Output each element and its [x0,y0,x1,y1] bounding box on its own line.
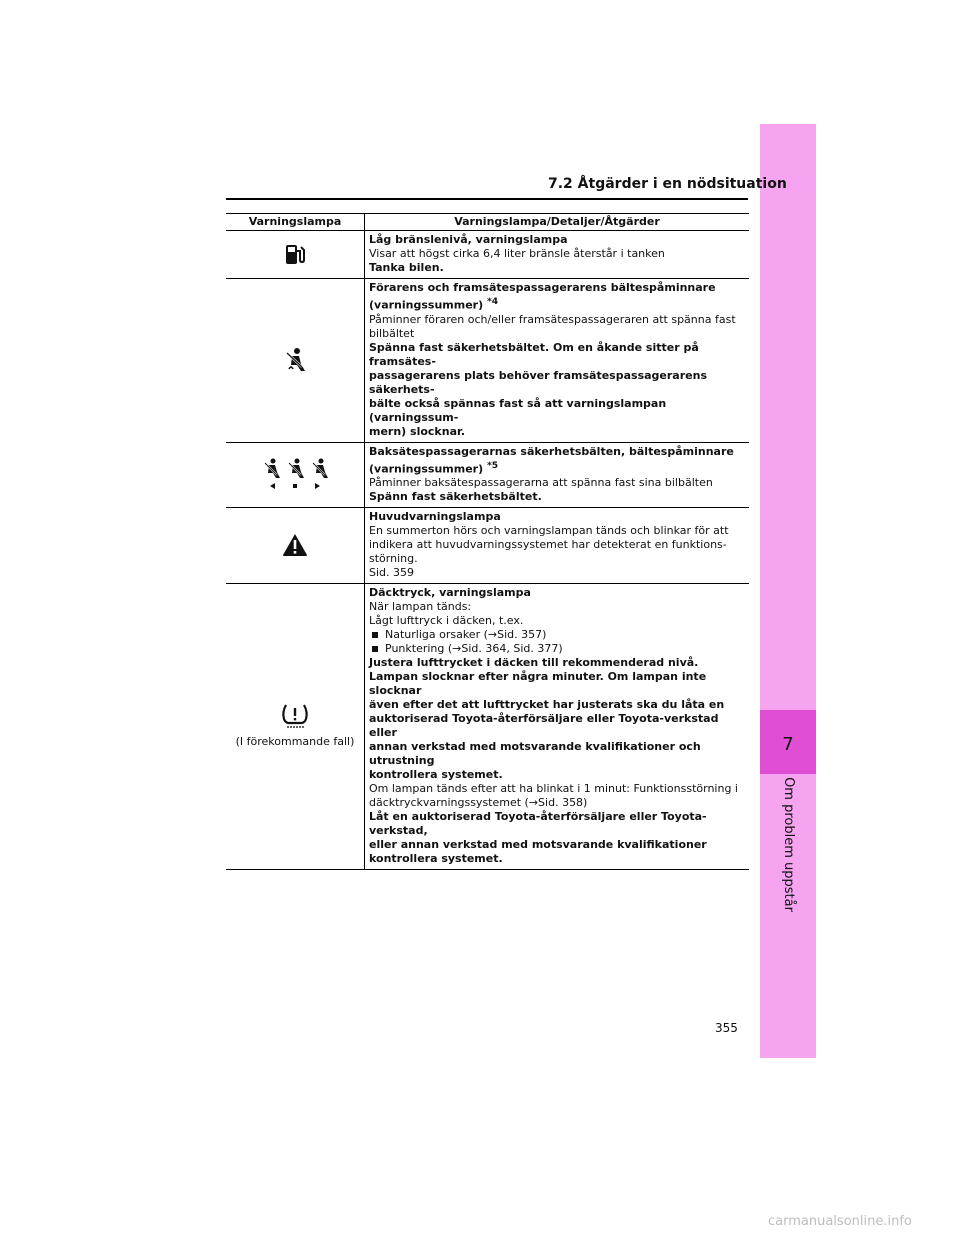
table-row [226,508,749,584]
row-action: mern) slocknar. [369,424,466,438]
row-action: Spänn fast säkerhetsbältet. [369,490,542,504]
row-action: Låt en auktoriserad Toyota-återförsäljare eller Toyota-verkstad, [369,810,707,838]
footnote-ref: *5 [486,459,499,471]
row-text: indikera att huvudvarningssystemet har detekterat en funktions- [369,538,727,552]
table-row [226,584,749,870]
tire-pressure-warning-icon [280,703,310,729]
table-row [226,442,749,508]
row-action: Justera lufttrycket i däcken till rekommenderad nivå. [369,656,699,670]
row-text: däcktryckvarningssystemet (→Sid. 358) [369,796,588,810]
row-action: Tanka bilen. [369,261,444,274]
section-header: 7.2 Åtgärder i en nödsituation [548,176,787,192]
row-text: Påminner föraren och/eller framsätespassageraren att spänna fast [369,312,736,326]
bullet-icon [372,646,378,652]
icon-note: (I förekommande fall) [235,735,355,749]
warning-table [226,213,749,870]
row-action: Lampan slocknar efter några minuter. Om lampan inte slocknar [369,670,707,698]
fuel-pump-icon [284,242,306,266]
list-item: Punktering (→Sid. 364, Sid. 377) [369,642,745,656]
list-item: Naturliga orsaker (→Sid. 357) [369,628,745,642]
row-action: bälte också spännas fast så att varningslampan (varningssum- [369,396,667,424]
row-action: kontrollera systemet. [369,768,503,782]
table-row [226,279,749,443]
table-row [226,231,749,279]
row-action: auktoriserad Toyota-återförsäljare eller Toyota-verkstad eller [369,712,719,740]
row-text: Visar att högst cirka 6,4 liter bränsle återstår i tanken [369,247,665,260]
rear-seatbelt-reminder-icons [260,457,330,491]
row-title: Baksätespassagerarnas säkerhetsbälten, bältespåminnare [369,444,734,458]
row-title-cont: (varningssummer) [369,462,484,476]
row-text: störning. [369,552,418,566]
row-title-cont: (varningssummer) [369,298,484,312]
row-action: Spänna fast säkerhetsbältet. Om en åkande sitter på framsätes- [369,340,699,368]
master-warning-icon [282,533,308,557]
page-reference: Sid. 359 [369,566,415,580]
row-text: En summerton hörs och varningslampan tänds och blinkar för att [369,524,729,538]
row-text: När lampan tänds: [369,600,472,614]
footnote-ref: *4 [486,296,499,307]
row-title: Huvudvarningslampa [369,510,501,524]
chapter-title: Om problem uppstår [780,776,796,912]
row-text: bilbältet [369,326,415,340]
column-header-details: Varningslampa/Detaljer/Åtgärder [365,214,750,231]
row-title: Däcktryck, varningslampa [369,586,531,600]
chapter-sidebar [760,124,816,1058]
watermark: carmanualsonline.info [768,1214,912,1229]
row-action: annan verkstad med motsvarande kvalifikationer och utrustning [369,740,701,768]
chapter-number: 7 [782,734,794,755]
header-rule [226,198,748,200]
row-action: eller annan verkstad med motsvarande kvalifikationer [369,838,707,852]
row-action: kontrollera systemet. [369,852,503,866]
page-number: 355 [715,1021,738,1035]
row-title: Låg bränslenivå, varningslampa [369,233,568,246]
row-action: passagerarens plats behöver framsätespassagerarens säkerhets- [369,368,707,396]
row-action: även efter det att lufttrycket har justerats ska du låta en [369,698,725,712]
row-text: Påminner baksätespassagerarna att spänna fast sina bilbälten [369,476,713,490]
seatbelt-reminder-icon [282,347,308,373]
column-header-lamp: Varningslampa [226,214,365,231]
row-text: Om lampan tänds efter att ha blinkat i 1 minut: Funktionsstörning i [369,782,738,796]
row-title: Förarens och framsätespassagerarens bältespåminnare [369,281,716,294]
row-text: Lågt lufttryck i däcken, t.ex. [369,614,524,628]
bullet-icon [372,632,378,638]
